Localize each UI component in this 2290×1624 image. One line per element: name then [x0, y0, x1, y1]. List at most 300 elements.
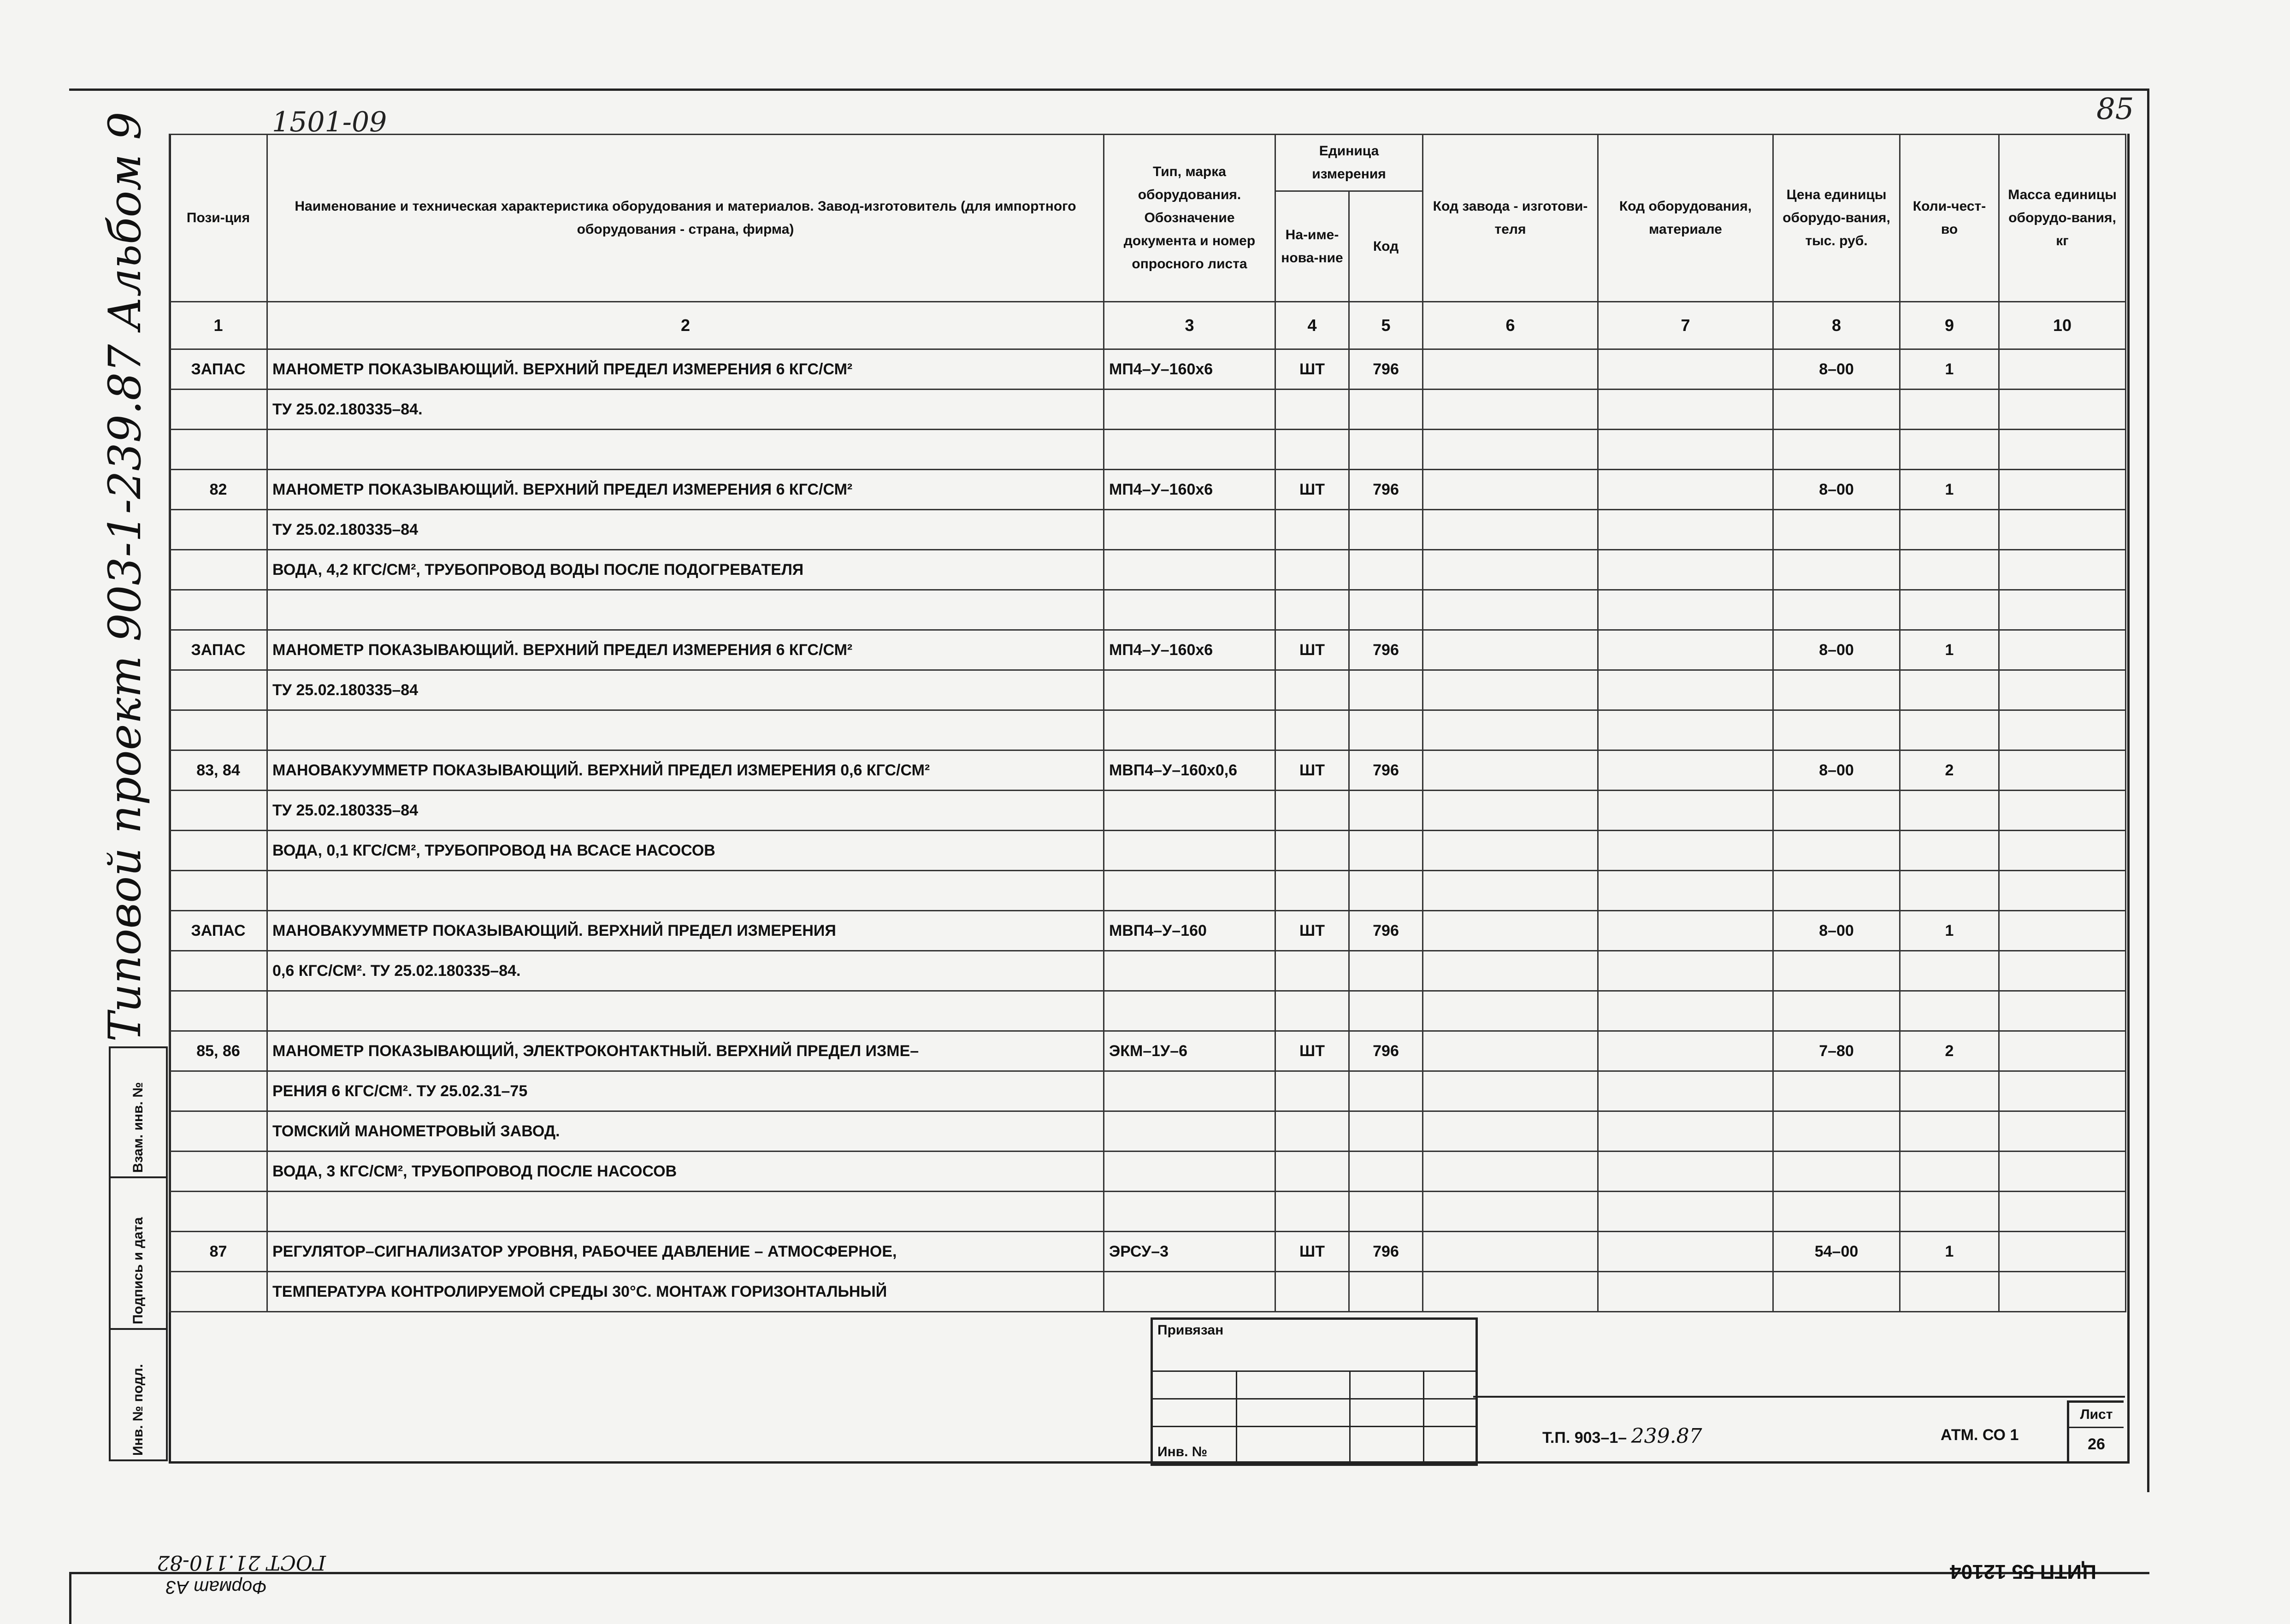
row-name: ТУ 25.02.180335–84. [267, 390, 1104, 430]
row-type: МВП4–У–160х0,6 [1104, 750, 1275, 791]
row-unit: ШТ [1275, 750, 1349, 791]
row-name: ТОМСКИЙ МАНОМЕТРОВЫЙ ЗАВОД. [267, 1111, 1104, 1152]
table-row [170, 550, 2126, 590]
row-unit-code [1349, 991, 1423, 1031]
row-quantity [1900, 670, 1999, 710]
row-mass [1999, 991, 2126, 1031]
row-name [267, 871, 1104, 911]
row-unit-code [1349, 951, 1423, 991]
row-unit: ШТ [1275, 1232, 1349, 1272]
row-unit [1275, 510, 1349, 550]
row-mass [1999, 1152, 2126, 1192]
format-mark: Формат А3 [166, 1577, 267, 1597]
row-type: ЭРСУ–3 [1104, 1232, 1275, 1272]
row-price [1773, 991, 1900, 1031]
row-unit [1275, 1152, 1349, 1192]
row-unit [1275, 430, 1349, 470]
row-price: 7–80 [1773, 1031, 1900, 1071]
row-factory-code [1423, 1111, 1598, 1152]
row-factory-code [1423, 510, 1598, 550]
row-price [1773, 1071, 1900, 1111]
row-name: МАНОВАКУУММЕТР ПОКАЗЫВАЮЩИЙ. ВЕРХНИЙ ПРЕДЕЛ ИЗМЕРЕНИЯ [267, 911, 1104, 951]
column-number: 4 [1275, 302, 1349, 349]
row-unit-code [1349, 1192, 1423, 1232]
column-number: 6 [1423, 302, 1598, 349]
header-factory-code: Код завода - изготови-теля [1423, 135, 1598, 302]
table-row [170, 710, 2126, 750]
row-price [1773, 1272, 1900, 1312]
row-unit [1275, 1272, 1349, 1312]
row-factory-code [1423, 550, 1598, 590]
row-factory-code [1423, 1152, 1598, 1192]
tp-code [1542, 1424, 1702, 1448]
row-factory-code [1423, 1071, 1598, 1111]
row-factory-code [1423, 1272, 1598, 1312]
row-equipment-code [1598, 630, 1773, 670]
list-label: Лист [2069, 1403, 2124, 1428]
binding-box [1151, 1317, 1478, 1466]
row-position [170, 1192, 267, 1232]
row-equipment-code [1598, 1071, 1773, 1111]
row-type [1104, 1071, 1275, 1111]
row-unit-code: 796 [1349, 750, 1423, 791]
row-quantity [1900, 871, 1999, 911]
row-unit [1275, 791, 1349, 831]
table-row [170, 390, 2126, 430]
row-factory-code [1423, 1232, 1598, 1272]
row-unit [1275, 670, 1349, 710]
row-unit-code: 796 [1349, 470, 1423, 510]
row-equipment-code [1598, 590, 1773, 630]
column-number: 10 [1999, 302, 2126, 349]
row-equipment-code [1598, 470, 1773, 510]
row-name [267, 991, 1104, 1031]
row-mass [1999, 390, 2126, 430]
row-mass [1999, 710, 2126, 750]
header-unit: Единица измерения [1275, 135, 1423, 191]
header-type: Тип, марка оборудования. Обозначение документа и номер опросного листа [1104, 135, 1275, 302]
row-quantity [1900, 1192, 1999, 1232]
row-mass [1999, 831, 2126, 871]
row-price [1773, 1111, 1900, 1152]
row-name: ТУ 25.02.180335–84 [267, 510, 1104, 550]
row-mass [1999, 951, 2126, 991]
row-name: МАНОМЕТР ПОКАЗЫВАЮЩИЙ. ВЕРХНИЙ ПРЕДЕЛ ИЗМЕРЕНИЯ 6 КГС/СМ² [267, 349, 1104, 390]
row-price [1773, 590, 1900, 630]
row-equipment-code [1598, 550, 1773, 590]
row-type: МП4–У–160х6 [1104, 349, 1275, 390]
row-equipment-code [1598, 1272, 1773, 1312]
table-row [170, 1152, 2126, 1192]
row-quantity [1900, 1071, 1999, 1111]
row-quantity: 2 [1900, 1031, 1999, 1071]
row-factory-code [1423, 670, 1598, 710]
row-name: ВОДА, 3 КГС/СМ², ТРУБОПРОВОД ПОСЛЕ НАСОСОВ [267, 1152, 1104, 1192]
row-unit: ШТ [1275, 1031, 1349, 1071]
row-type [1104, 390, 1275, 430]
row-factory-code [1423, 349, 1598, 390]
column-number: 5 [1349, 302, 1423, 349]
row-name: МАНОМЕТР ПОКАЗЫВАЮЩИЙ, ЭЛЕКТРОКОНТАКТНЫЙ. ВЕРХНИЙ ПРЕДЕЛ ИЗМЕ– [267, 1031, 1104, 1071]
row-unit-code [1349, 550, 1423, 590]
table-row [170, 1272, 2126, 1312]
row-position: 87 [170, 1232, 267, 1272]
table-row [170, 349, 2126, 390]
row-position [170, 430, 267, 470]
list-box [2067, 1400, 2124, 1462]
row-unit [1275, 590, 1349, 630]
row-unit [1275, 390, 1349, 430]
row-quantity [1900, 791, 1999, 831]
row-mass [1999, 430, 2126, 470]
row-position: ЗАПАС [170, 349, 267, 390]
row-factory-code [1423, 430, 1598, 470]
side-inscription: Типовой проект 903-1-239.87 Альбом 9 [99, 112, 151, 1042]
row-unit-code [1349, 831, 1423, 871]
row-type [1104, 1272, 1275, 1312]
row-name: РЕНИЯ 6 КГС/СМ². ТУ 25.02.31–75 [267, 1071, 1104, 1111]
row-quantity [1900, 1272, 1999, 1312]
row-position [170, 590, 267, 630]
row-position [170, 710, 267, 750]
row-price: 8–00 [1773, 911, 1900, 951]
row-quantity: 2 [1900, 750, 1999, 791]
row-position [170, 951, 267, 991]
table-body [170, 349, 2126, 1312]
row-type [1104, 1111, 1275, 1152]
grid-line [1423, 1370, 1424, 1463]
row-equipment-code [1598, 1192, 1773, 1232]
row-type [1104, 991, 1275, 1031]
row-quantity [1900, 1152, 1999, 1192]
row-position: 82 [170, 470, 267, 510]
row-price [1773, 1152, 1900, 1192]
table-row [170, 951, 2126, 991]
row-quantity [1900, 710, 1999, 750]
row-unit-code [1349, 670, 1423, 710]
row-unit-code: 796 [1349, 1031, 1423, 1071]
row-unit-code [1349, 1152, 1423, 1192]
row-position [170, 791, 267, 831]
row-factory-code [1423, 590, 1598, 630]
table-row [170, 1111, 2126, 1152]
row-position [170, 390, 267, 430]
table-row [170, 871, 2126, 911]
row-position [170, 1111, 267, 1152]
row-mass [1999, 1071, 2126, 1111]
row-name: ТЕМПЕРАТУРА КОНТРОЛИРУЕМОЙ СРЕДЫ 30°С. МОНТАЖ ГОРИЗОНТАЛЬНЫЙ [267, 1272, 1104, 1312]
table-row [170, 510, 2126, 550]
row-type [1104, 710, 1275, 750]
column-number: 7 [1598, 302, 1773, 349]
table-row [170, 470, 2126, 510]
row-mass [1999, 470, 2126, 510]
row-mass [1999, 630, 2126, 670]
row-unit: ШТ [1275, 470, 1349, 510]
header-unit-name: На-име-нова-ние [1275, 191, 1349, 302]
row-mass [1999, 670, 2126, 710]
row-price [1773, 710, 1900, 750]
header-unit-code: Код [1349, 191, 1423, 302]
row-name: ВОДА, 4,2 КГС/СМ², ТРУБОПРОВОД ВОДЫ ПОСЛЕ ПОДОГРЕВАТЕЛЯ [267, 550, 1104, 590]
row-price: 8–00 [1773, 470, 1900, 510]
row-position [170, 1272, 267, 1312]
table-row [170, 791, 2126, 831]
row-position [170, 1152, 267, 1192]
row-unit [1275, 871, 1349, 911]
row-type [1104, 1192, 1275, 1232]
row-type: МП4–У–160х6 [1104, 630, 1275, 670]
row-quantity: 1 [1900, 1232, 1999, 1272]
row-name: 0,6 КГС/СМ². ТУ 25.02.180335–84. [267, 951, 1104, 991]
sheet-code: АТМ. СО 1 [1941, 1426, 2019, 1444]
row-price [1773, 390, 1900, 430]
stamp-cell-vzam-inv: Взам. инв. № [110, 1047, 167, 1177]
row-equipment-code [1598, 1232, 1773, 1272]
row-mass [1999, 590, 2126, 630]
row-equipment-code [1598, 1152, 1773, 1192]
row-price [1773, 430, 1900, 470]
table-row [170, 1071, 2126, 1111]
row-price [1773, 791, 1900, 831]
row-name: ТУ 25.02.180335–84 [267, 791, 1104, 831]
bound-label: Привязан [1157, 1323, 1224, 1338]
table-row [170, 1031, 2126, 1071]
header-position: Пози-ция [170, 135, 267, 302]
row-equipment-code [1598, 991, 1773, 1031]
row-unit-code [1349, 1111, 1423, 1152]
row-position [170, 550, 267, 590]
row-quantity [1900, 430, 1999, 470]
row-position: ЗАПАС [170, 911, 267, 951]
list-number: 26 [2088, 1435, 2105, 1453]
row-equipment-code [1598, 349, 1773, 390]
row-equipment-code [1598, 831, 1773, 871]
row-unit-code [1349, 791, 1423, 831]
table-row [170, 1232, 2126, 1272]
row-unit: ШТ [1275, 630, 1349, 670]
row-type [1104, 670, 1275, 710]
row-price [1773, 1192, 1900, 1232]
row-price [1773, 510, 1900, 550]
row-factory-code [1423, 831, 1598, 871]
row-factory-code [1423, 390, 1598, 430]
row-position: 85, 86 [170, 1031, 267, 1071]
row-quantity [1900, 991, 1999, 1031]
row-unit [1275, 951, 1349, 991]
column-numbers-row [170, 302, 2126, 349]
cipt-mark: ЦИТП 55 12104 [1950, 1560, 2097, 1583]
row-position [170, 991, 267, 1031]
tp-number-handwritten: 239.87 [1631, 1424, 1702, 1448]
column-number: 2 [267, 302, 1104, 349]
row-factory-code [1423, 470, 1598, 510]
row-unit-code: 796 [1349, 911, 1423, 951]
row-quantity [1900, 1111, 1999, 1152]
column-number: 3 [1104, 302, 1275, 349]
row-type [1104, 791, 1275, 831]
row-unit-code [1349, 1272, 1423, 1312]
row-position [170, 1071, 267, 1111]
row-price: 8–00 [1773, 349, 1900, 390]
row-unit-code [1349, 871, 1423, 911]
row-type: МВП4–У–160 [1104, 911, 1275, 951]
header-name: Наименование и техническая характеристика оборудования и материалов. Завод-изготовитель (для импортного оборудования - страна, фирма) [267, 135, 1104, 302]
row-equipment-code [1598, 710, 1773, 750]
row-equipment-code [1598, 911, 1773, 951]
row-unit-code [1349, 390, 1423, 430]
row-type [1104, 430, 1275, 470]
row-name: МАНОВАКУУММЕТР ПОКАЗЫВАЮЩИЙ. ВЕРХНИЙ ПРЕДЕЛ ИЗМЕРЕНИЯ 0,6 КГС/СМ² [267, 750, 1104, 791]
table-row [170, 831, 2126, 871]
row-mass [1999, 550, 2126, 590]
row-quantity [1900, 510, 1999, 550]
row-name [267, 590, 1104, 630]
row-type [1104, 590, 1275, 630]
row-equipment-code [1598, 390, 1773, 430]
row-unit-code: 796 [1349, 1232, 1423, 1272]
title-block [1151, 1317, 2125, 1461]
grid-line [1153, 1398, 1476, 1400]
row-equipment-code [1598, 1031, 1773, 1071]
row-quantity [1900, 590, 1999, 630]
row-factory-code [1423, 750, 1598, 791]
sheet-number-handwritten: 85 [2096, 92, 2134, 126]
row-equipment-code [1598, 791, 1773, 831]
table-row [170, 670, 2126, 710]
row-factory-code [1423, 1031, 1598, 1071]
row-quantity: 1 [1900, 349, 1999, 390]
header-equipment-code: Код оборудования, материале [1598, 135, 1773, 302]
row-unit-code [1349, 590, 1423, 630]
stamp-cell-inv-podl: Инв. № подл. [110, 1329, 167, 1460]
row-name [267, 430, 1104, 470]
row-unit-code [1349, 510, 1423, 550]
row-factory-code [1423, 1192, 1598, 1232]
row-factory-code [1423, 871, 1598, 911]
row-unit [1275, 1111, 1349, 1152]
row-unit [1275, 710, 1349, 750]
row-position: 83, 84 [170, 750, 267, 791]
document-number-handwritten: 1501-09 [272, 106, 387, 138]
row-price: 54–00 [1773, 1232, 1900, 1272]
grid-line [1153, 1370, 1476, 1372]
row-unit [1275, 550, 1349, 590]
row-factory-code [1423, 951, 1598, 991]
row-factory-code [1423, 630, 1598, 670]
row-quantity [1900, 550, 1999, 590]
row-quantity [1900, 831, 1999, 871]
row-unit [1275, 1071, 1349, 1111]
column-number: 1 [170, 302, 267, 349]
row-unit-code: 796 [1349, 349, 1423, 390]
header-quantity: Коли-чест-во [1900, 135, 1999, 302]
row-name: ВОДА, 0,1 КГС/СМ², ТРУБОПРОВОД НА ВСАСЕ НАСОСОВ [267, 831, 1104, 871]
row-mass [1999, 871, 2126, 911]
row-position [170, 670, 267, 710]
row-equipment-code [1598, 951, 1773, 991]
row-factory-code [1423, 991, 1598, 1031]
row-quantity: 1 [1900, 630, 1999, 670]
row-name: РЕГУЛЯТОР–СИГНАЛИЗАТОР УРОВНЯ, РАБОЧЕЕ ДАВЛЕНИЕ – АТМОСФЕРНОЕ, [267, 1232, 1104, 1272]
row-unit: ШТ [1275, 349, 1349, 390]
row-type [1104, 550, 1275, 590]
table-row [170, 911, 2126, 951]
row-unit [1275, 831, 1349, 871]
row-unit-code [1349, 430, 1423, 470]
row-price [1773, 670, 1900, 710]
row-factory-code [1423, 791, 1598, 831]
row-position [170, 871, 267, 911]
tp-prefix: Т.П. 903–1– [1542, 1429, 1627, 1447]
column-number: 8 [1773, 302, 1900, 349]
row-equipment-code [1598, 670, 1773, 710]
row-name [267, 710, 1104, 750]
grid-line [1473, 1396, 2125, 1398]
row-position: ЗАПАС [170, 630, 267, 670]
row-type: МП4–У–160х6 [1104, 470, 1275, 510]
row-equipment-code [1598, 1111, 1773, 1152]
row-equipment-code [1598, 510, 1773, 550]
header-price: Цена единицы оборудо-вания, тыс. руб. [1773, 135, 1900, 302]
row-quantity [1900, 951, 1999, 991]
row-price [1773, 951, 1900, 991]
row-name: МАНОМЕТР ПОКАЗЫВАЮЩИЙ. ВЕРХНИЙ ПРЕДЕЛ ИЗМЕРЕНИЯ 6 КГС/СМ² [267, 470, 1104, 510]
row-equipment-code [1598, 871, 1773, 911]
row-unit-code [1349, 1071, 1423, 1111]
grid-line [1153, 1426, 1476, 1427]
row-price [1773, 831, 1900, 871]
row-position [170, 831, 267, 871]
table-row [170, 750, 2126, 791]
column-number: 9 [1900, 302, 1999, 349]
row-name: ТУ 25.02.180335–84 [267, 670, 1104, 710]
row-type [1104, 871, 1275, 911]
row-price [1773, 871, 1900, 911]
row-quantity: 1 [1900, 470, 1999, 510]
row-name [267, 1192, 1104, 1232]
row-unit-code [1349, 710, 1423, 750]
row-unit-code: 796 [1349, 630, 1423, 670]
table-row [170, 630, 2126, 670]
row-equipment-code [1598, 430, 1773, 470]
row-equipment-code [1598, 750, 1773, 791]
row-type [1104, 831, 1275, 871]
row-unit [1275, 991, 1349, 1031]
row-type [1104, 510, 1275, 550]
row-mass [1999, 1111, 2126, 1152]
row-price: 8–00 [1773, 750, 1900, 791]
row-mass [1999, 791, 2126, 831]
row-quantity [1900, 390, 1999, 430]
specification-table [169, 134, 2126, 1312]
row-mass [1999, 750, 2126, 791]
row-quantity: 1 [1900, 911, 1999, 951]
row-unit [1275, 1192, 1349, 1232]
table-row [170, 590, 2126, 630]
row-mass [1999, 510, 2126, 550]
row-name: МАНОМЕТР ПОКАЗЫВАЮЩИЙ. ВЕРХНИЙ ПРЕДЕЛ ИЗМЕРЕНИЯ 6 КГС/СМ² [267, 630, 1104, 670]
row-mass [1999, 1031, 2126, 1071]
bottom-strip [69, 1572, 2149, 1624]
row-unit: ШТ [1275, 911, 1349, 951]
table-row [170, 1192, 2126, 1232]
inv-label: Инв. № [1157, 1444, 1208, 1459]
table-row [170, 991, 2126, 1031]
row-factory-code [1423, 710, 1598, 750]
row-type: ЭКМ–1У–6 [1104, 1031, 1275, 1071]
stamp-cell-signature-date: Подпись и дата [110, 1177, 167, 1329]
